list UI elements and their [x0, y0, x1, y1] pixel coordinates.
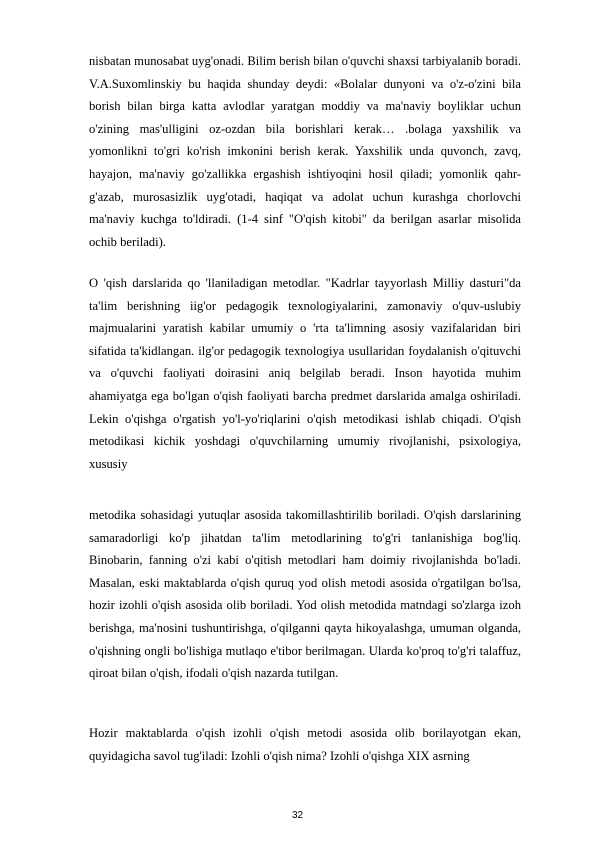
page-number: 32 — [291, 810, 304, 821]
paragraph-4: Hozir maktablarda o'qish izohli o'qish metodi asosida olib borilayotgan ekan, quyidagicha savol tug'iladi: Izohli o'qish nima? Izohli o'qishga XIX asrning — [89, 726, 521, 763]
paragraph-3: metodika sohasidagi yutuqlar asosida takomillashtirilib boriladi. O'qish darslarining samaradorligi ko'p jihatdan ta'lim metodlarining to'g'ri tanlanishiga bog'liq. Binobarin, fanning o'zi kabi o'qitish metodlari ham doimiy rivojlanishda bo'ladi. Masalan, eski maktablarda o'qish quruq yod olish metodi asosida o'rgatilgan bo'lsa, hozir izohli o'qish asosida olib boriladi. Yod olish metodida matndagi so'zlarga izoh berishga, ma'nosini tushuntirishga, o'qilganni qayta hikoyalashga, umuman olganda, o'qishning ongli bo'lishiga mutlaqo e'tibor berilmagan. Ularda ko'proq to'g'ri talaffuz, qiroat bilan o'qish, ifodali o'qish nazarda tutilgan. — [89, 508, 521, 681]
paragraph-1: nisbatan munosabat uyg'onadi. Bilim berish bilan o'quvchi shaxsi tarbiyalanib boradi. V.A.Suxomlinskiy bu haqida shunday deydi: «Bolalar dunyoni va o'z-o'zini bila borish bilan birga katta avlodlar yaratgan moddiy va ma'naviy boyliklar uchun o'zining mas'ulligini oz-ozdan bila borishlari kerak… .bolaga yaxshilik va yomonlikni to'gri ko'rish imkonini berish kerak. Yaxshilik unda quvonch, zavq, hayajon, ma'naviy go'zallikka ergashish ishtiyoqini hosil qiladi; yomonlik qahr-g'azab, murosasizlik uyg'otadi, haqiqat va adolat uchun kurashga chorlovchi ma'naviy kuchga to'ldiradi. (1-4 sinf "O'qish kitobi" da berilgan asarlar misolida ochib beriladi). — [89, 54, 521, 249]
paragraph-2: O 'qish darslarida qo 'llaniladigan metodlar. "Kadrlar tayyorlash Milliy dasturi"da ta'lim berishning iig'or pedagogik texnologiyalarini, zamonaviy o'quv-uslubiy majmualarini yaratish kabilar umumiy o 'rta ta'limning asosiy vazifalaridan biri sifatida ta'kidlangan. ilg'or pedagogik texnologiya usullaridan foydalanish o'qituvchi va o'quvchi faoliyati doirasini aniq belgilab beradi. Inson hayotida muhim ahamiyatga ega bo'lgan o'qish faoliyati barcha predmet darslarida amalga oshiriladi. Lekin o'qishga o'rgatish yo'l-yo'riqlarini o'qish metodikasi ishlab chiqadi. O'qish metodikasi kichik yoshdagi o'quvchilarning umumiy rivojlanishi, psixologiya, xususiy — [89, 276, 521, 471]
